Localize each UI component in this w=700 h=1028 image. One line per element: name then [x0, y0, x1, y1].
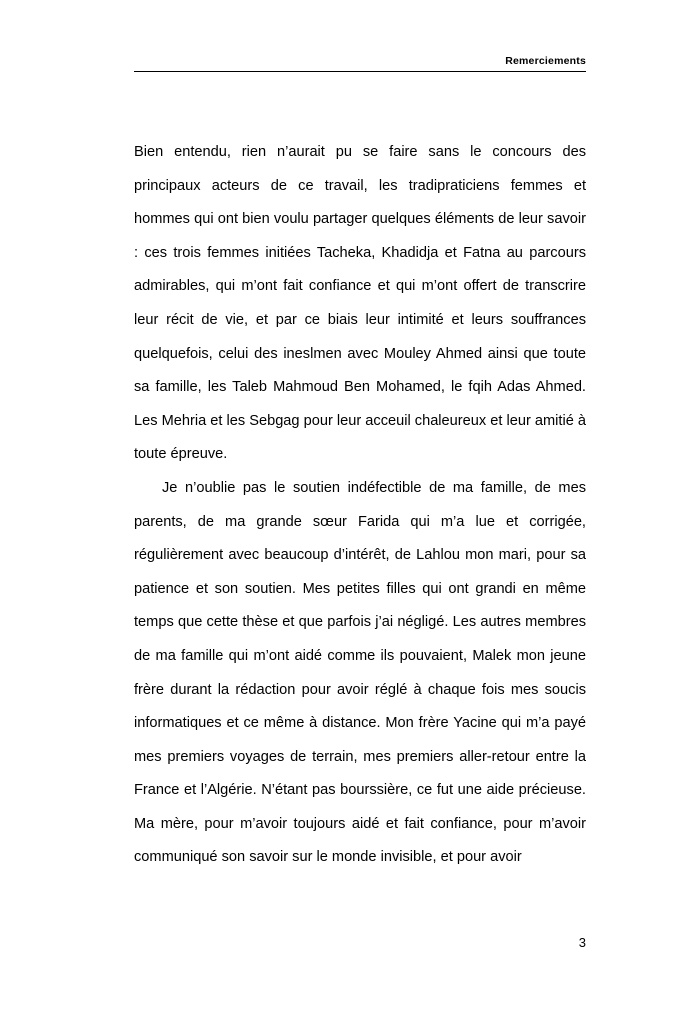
running-head: Remerciements	[505, 55, 586, 67]
paragraph: Je n’oublie pas le soutien indéfectible de ma famille, de mes parents, de ma grande sœur Farida qui m’a lue et corrigée, régulièrement avec beaucoup d’intérêt, de Lahlou mon mari, pour sa patience et son soutien. Mes petites filles qui ont grandi en même temps que cette thèse et que parfois j’ai négligé. Les autres membres de ma famille qui m’ont aidé comme ils pouvaient, Malek mon jeune frère durant la rédaction pour avoir réglé à chaque fois mes soucis informatiques et ce même à distance. Mon frère Yacine qui m’a payé mes premiers voyages de terrain, mes premiers aller-retour entre la France et l’Algérie. N’étant pas bourssière, ce fut une aide précieuse. Ma mère, pour m’avoir toujours aidé et fait confiance, pour m’avoir communiqué son savoir sur le monde invisible, et pour avoir	[134, 479, 586, 866]
page-number: 3	[578, 935, 586, 950]
page-header	[134, 55, 586, 72]
header-divider	[134, 71, 586, 72]
page-body	[134, 136, 586, 875]
page-footer	[134, 935, 586, 950]
paragraph: Bien entendu, rien n’aurait pu se faire sans le concours des principaux acteurs de ce travail, les tradipraticiens femmes et hommes qui ont bien voulu partager quelques éléments de leur savoir : ces trois femmes initiées Tacheka, Khadidja et Fatna au parcours admirables, qui m’ont fait confiance et qui m’ont offert de transcrire leur récit de vie, et par ce biais leur intimité et leurs souffrances quelquefois, celui des ineslmen avec Mouley Ahmed ainsi que toute sa famille, les Taleb Mahmoud Ben Mohamed, le fqih Adas Ahmed. Les Mehria et les Sebgag pour leur acceuil chaleureux et leur amitié à toute épreuve.	[134, 144, 586, 463]
